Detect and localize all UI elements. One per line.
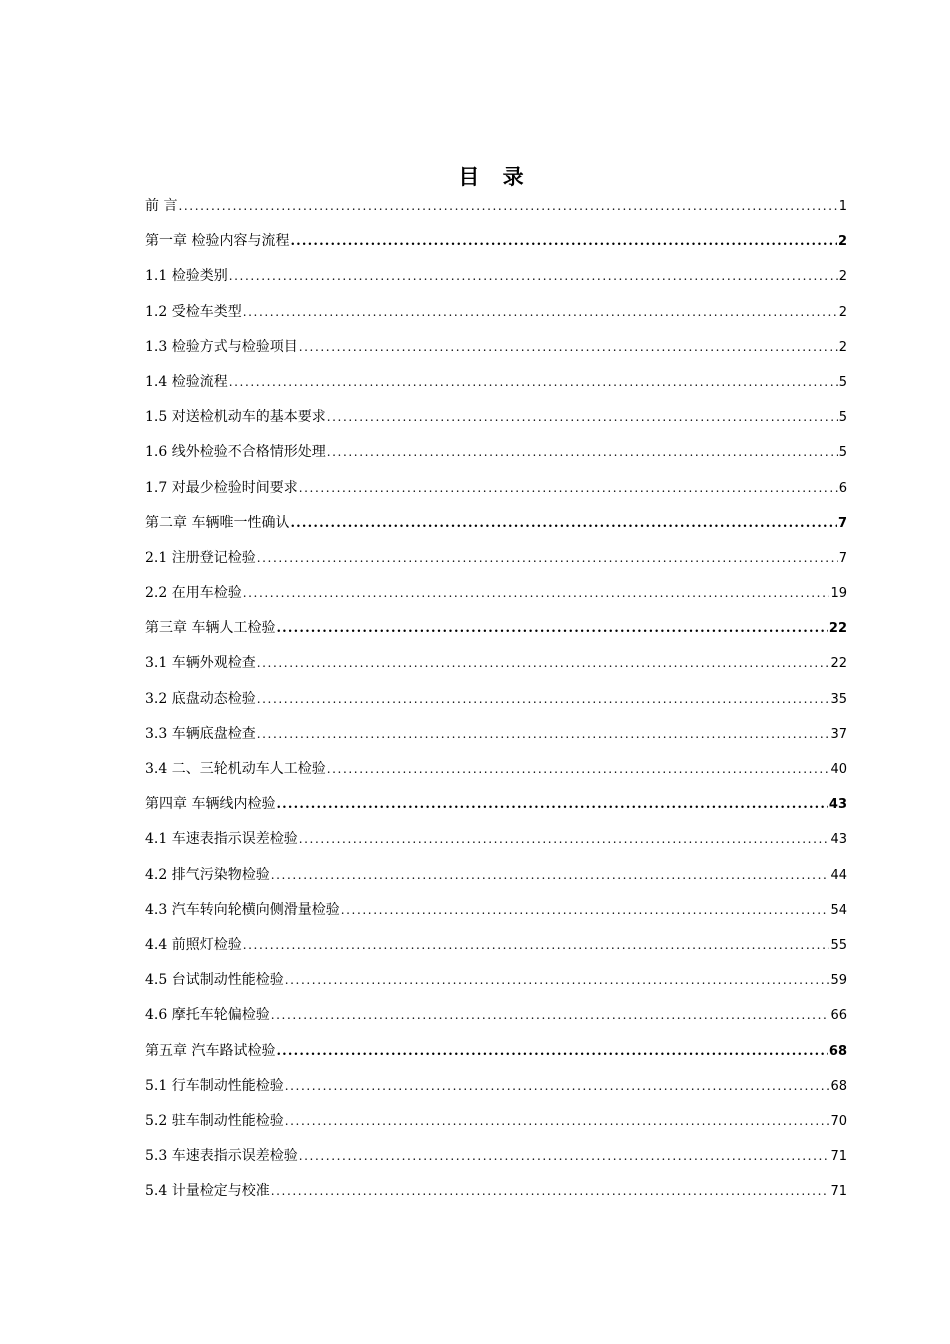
toc-entry-page-number: 5 bbox=[838, 410, 847, 426]
toc-entry-chapter bbox=[145, 192, 847, 227]
toc-entry-label: 第五章 汽车路试检验 bbox=[145, 1042, 276, 1059]
toc-dot-leader bbox=[243, 298, 838, 326]
toc-dot-leader bbox=[285, 1107, 830, 1135]
toc-entry-section bbox=[145, 966, 847, 1001]
toc-entry-page-number: 2 bbox=[838, 339, 847, 355]
toc-entry-label: 4.3 汽车转向轮横向侧滑量检验 bbox=[145, 901, 340, 918]
toc-entry-label: 1.5 对送检机动车的基本要求 bbox=[145, 409, 326, 426]
toc-entry-label: 1.3 检验方式与检验项目 bbox=[145, 338, 298, 355]
toc-entry-section bbox=[145, 1001, 847, 1036]
toc-entry-page-number: 55 bbox=[830, 937, 847, 953]
toc-entry-section bbox=[145, 403, 847, 438]
toc-entry-section bbox=[145, 825, 847, 860]
toc-entry-section bbox=[145, 298, 847, 333]
toc-entry-page-number: 43 bbox=[828, 797, 847, 813]
toc-entry-section bbox=[145, 720, 847, 755]
toc-entry-chapter bbox=[145, 509, 847, 544]
toc-dot-leader bbox=[271, 861, 830, 889]
toc-entry-page-number: 6 bbox=[838, 480, 847, 496]
toc-dot-leader bbox=[276, 791, 827, 819]
toc-entry-label: 4.2 排气污染物检验 bbox=[145, 866, 270, 883]
toc-entry-page-number: 40 bbox=[830, 762, 847, 777]
toc-entry-page-number: 35 bbox=[830, 691, 847, 707]
toc-entry-label: 4.5 台试制动性能检验 bbox=[145, 972, 284, 989]
toc-entry-label: 3.1 车辆外观检查 bbox=[145, 655, 256, 672]
toc-entry-label: 第四章 车辆线内检验 bbox=[145, 796, 276, 813]
toc-dot-leader bbox=[285, 1072, 830, 1100]
toc-entry-section bbox=[145, 368, 847, 403]
toc-entry-label: 第三章 车辆人工检验 bbox=[145, 620, 276, 637]
toc-entry-label: 4.4 前照灯检验 bbox=[145, 936, 242, 953]
toc-entry-page-number: 7 bbox=[838, 550, 847, 566]
toc-dot-leader bbox=[299, 333, 838, 361]
toc-entry-label: 1.7 对最少检验时间要求 bbox=[145, 479, 298, 496]
toc-entry-label: 1.6 线外检验不合格情形处理 bbox=[145, 444, 326, 461]
toc-entry-section bbox=[145, 438, 847, 473]
toc-entry-page-number: 5 bbox=[838, 374, 847, 390]
toc-dot-leader bbox=[341, 896, 830, 924]
toc-list bbox=[145, 192, 847, 1212]
toc-dot-leader bbox=[257, 720, 830, 748]
toc-entry-section bbox=[145, 1142, 847, 1177]
toc-entry-page-number: 1 bbox=[838, 199, 847, 214]
toc-entry-label: 第一章 检验内容与流程 bbox=[145, 233, 290, 250]
toc-entry-page-number: 54 bbox=[830, 902, 847, 918]
toc-entry-page-number: 22 bbox=[828, 621, 847, 637]
toc-entry-page-number: 37 bbox=[830, 726, 847, 742]
toc-entry-page-number: 19 bbox=[830, 586, 847, 602]
toc-dot-leader bbox=[285, 966, 830, 994]
toc-entry-page-number: 43 bbox=[830, 832, 847, 848]
toc-dot-leader bbox=[327, 755, 830, 783]
toc-dot-leader bbox=[271, 1177, 830, 1205]
toc-dot-leader bbox=[299, 474, 838, 502]
toc-entry-label: 5.3 车速表指示误差检验 bbox=[145, 1148, 298, 1165]
toc-entry-label: 2.1 注册登记检验 bbox=[145, 549, 256, 566]
toc-title: 目 录 bbox=[458, 165, 532, 189]
toc-entry-label: 1.2 受检车类型 bbox=[145, 303, 242, 320]
toc-entry-section bbox=[145, 1177, 847, 1212]
toc-dot-leader bbox=[257, 649, 830, 677]
toc-entry-label: 3.4 二、三轮机动车人工检验 bbox=[145, 761, 326, 777]
toc-entry-chapter bbox=[145, 1037, 847, 1072]
toc-entry-label: 4.1 车速表指示误差检验 bbox=[145, 831, 298, 848]
toc-entry-section bbox=[145, 861, 847, 896]
toc-dot-leader bbox=[276, 615, 827, 643]
toc-entry-section bbox=[145, 896, 847, 931]
toc-entry-label: 3.2 底盘动态检验 bbox=[145, 690, 256, 707]
toc-dot-leader bbox=[229, 368, 838, 396]
toc-dot-leader bbox=[290, 510, 837, 538]
toc-entry-page-number: 2 bbox=[837, 234, 847, 250]
toc-entry-section bbox=[145, 474, 847, 509]
toc-entry-label: 1.1 检验类别 bbox=[145, 268, 228, 285]
toc-entry-chapter bbox=[145, 227, 847, 262]
toc-dot-leader bbox=[327, 403, 838, 431]
toc-dot-leader bbox=[327, 438, 838, 466]
toc-entry-page-number: 44 bbox=[830, 867, 847, 883]
toc-entry-section bbox=[145, 262, 847, 297]
toc-entry-section bbox=[145, 579, 847, 614]
toc-dot-leader bbox=[229, 262, 838, 290]
toc-entry-label: 第二章 车辆唯一性确认 bbox=[145, 514, 290, 531]
toc-entry-label: 5.4 计量检定与校准 bbox=[145, 1183, 270, 1200]
toc-entry-section bbox=[145, 931, 847, 966]
toc-entry-label: 5.2 驻车制动性能检验 bbox=[145, 1112, 284, 1129]
toc-entry-page-number: 7 bbox=[837, 515, 847, 531]
toc-entry-section bbox=[145, 755, 847, 790]
toc-entry-page-number: 66 bbox=[830, 1008, 847, 1024]
toc-dot-leader bbox=[178, 192, 837, 220]
toc-dot-leader bbox=[271, 1001, 830, 1029]
toc-entry-page-number: 59 bbox=[830, 973, 847, 989]
toc-entry-section bbox=[145, 333, 847, 368]
toc-entry-page-number: 71 bbox=[830, 1149, 847, 1165]
toc-dot-leader bbox=[243, 931, 830, 959]
toc-entry-page-number: 2 bbox=[838, 304, 847, 320]
toc-dot-leader bbox=[290, 228, 837, 256]
toc-entry-chapter bbox=[145, 614, 847, 649]
toc-dot-leader bbox=[257, 685, 830, 713]
toc-entry-label: 2.2 在用车检验 bbox=[145, 585, 242, 602]
toc-entry-label: 5.1 行车制动性能检验 bbox=[145, 1077, 284, 1094]
toc-entry-chapter bbox=[145, 790, 847, 825]
toc-entry-page-number: 2 bbox=[838, 269, 847, 285]
toc-entry-label: 1.4 检验流程 bbox=[145, 373, 228, 390]
toc-entry-label: 3.3 车辆底盘检查 bbox=[145, 725, 256, 742]
toc-entry-label: 4.6 摩托车轮偏检验 bbox=[145, 1007, 270, 1024]
toc-dot-leader bbox=[243, 579, 830, 607]
toc-dot-leader bbox=[276, 1038, 827, 1066]
toc-entry-section bbox=[145, 649, 847, 684]
toc-entry-section bbox=[145, 544, 847, 579]
toc-entry-page-number: 68 bbox=[830, 1078, 847, 1094]
toc-entry-page-number: 71 bbox=[830, 1184, 847, 1200]
toc-dot-leader bbox=[299, 1142, 830, 1170]
toc-entry-page-number: 22 bbox=[830, 656, 847, 672]
toc-entry-section bbox=[145, 1072, 847, 1107]
toc-entry-section bbox=[145, 1107, 847, 1142]
toc-entry-label: 前 言 bbox=[145, 198, 178, 214]
toc-dot-leader bbox=[299, 825, 830, 853]
toc-entry-page-number: 68 bbox=[828, 1043, 847, 1059]
toc-entry-section bbox=[145, 685, 847, 720]
toc-entry-page-number: 5 bbox=[838, 445, 847, 461]
toc-dot-leader bbox=[257, 544, 838, 572]
toc-entry-page-number: 70 bbox=[830, 1113, 847, 1129]
